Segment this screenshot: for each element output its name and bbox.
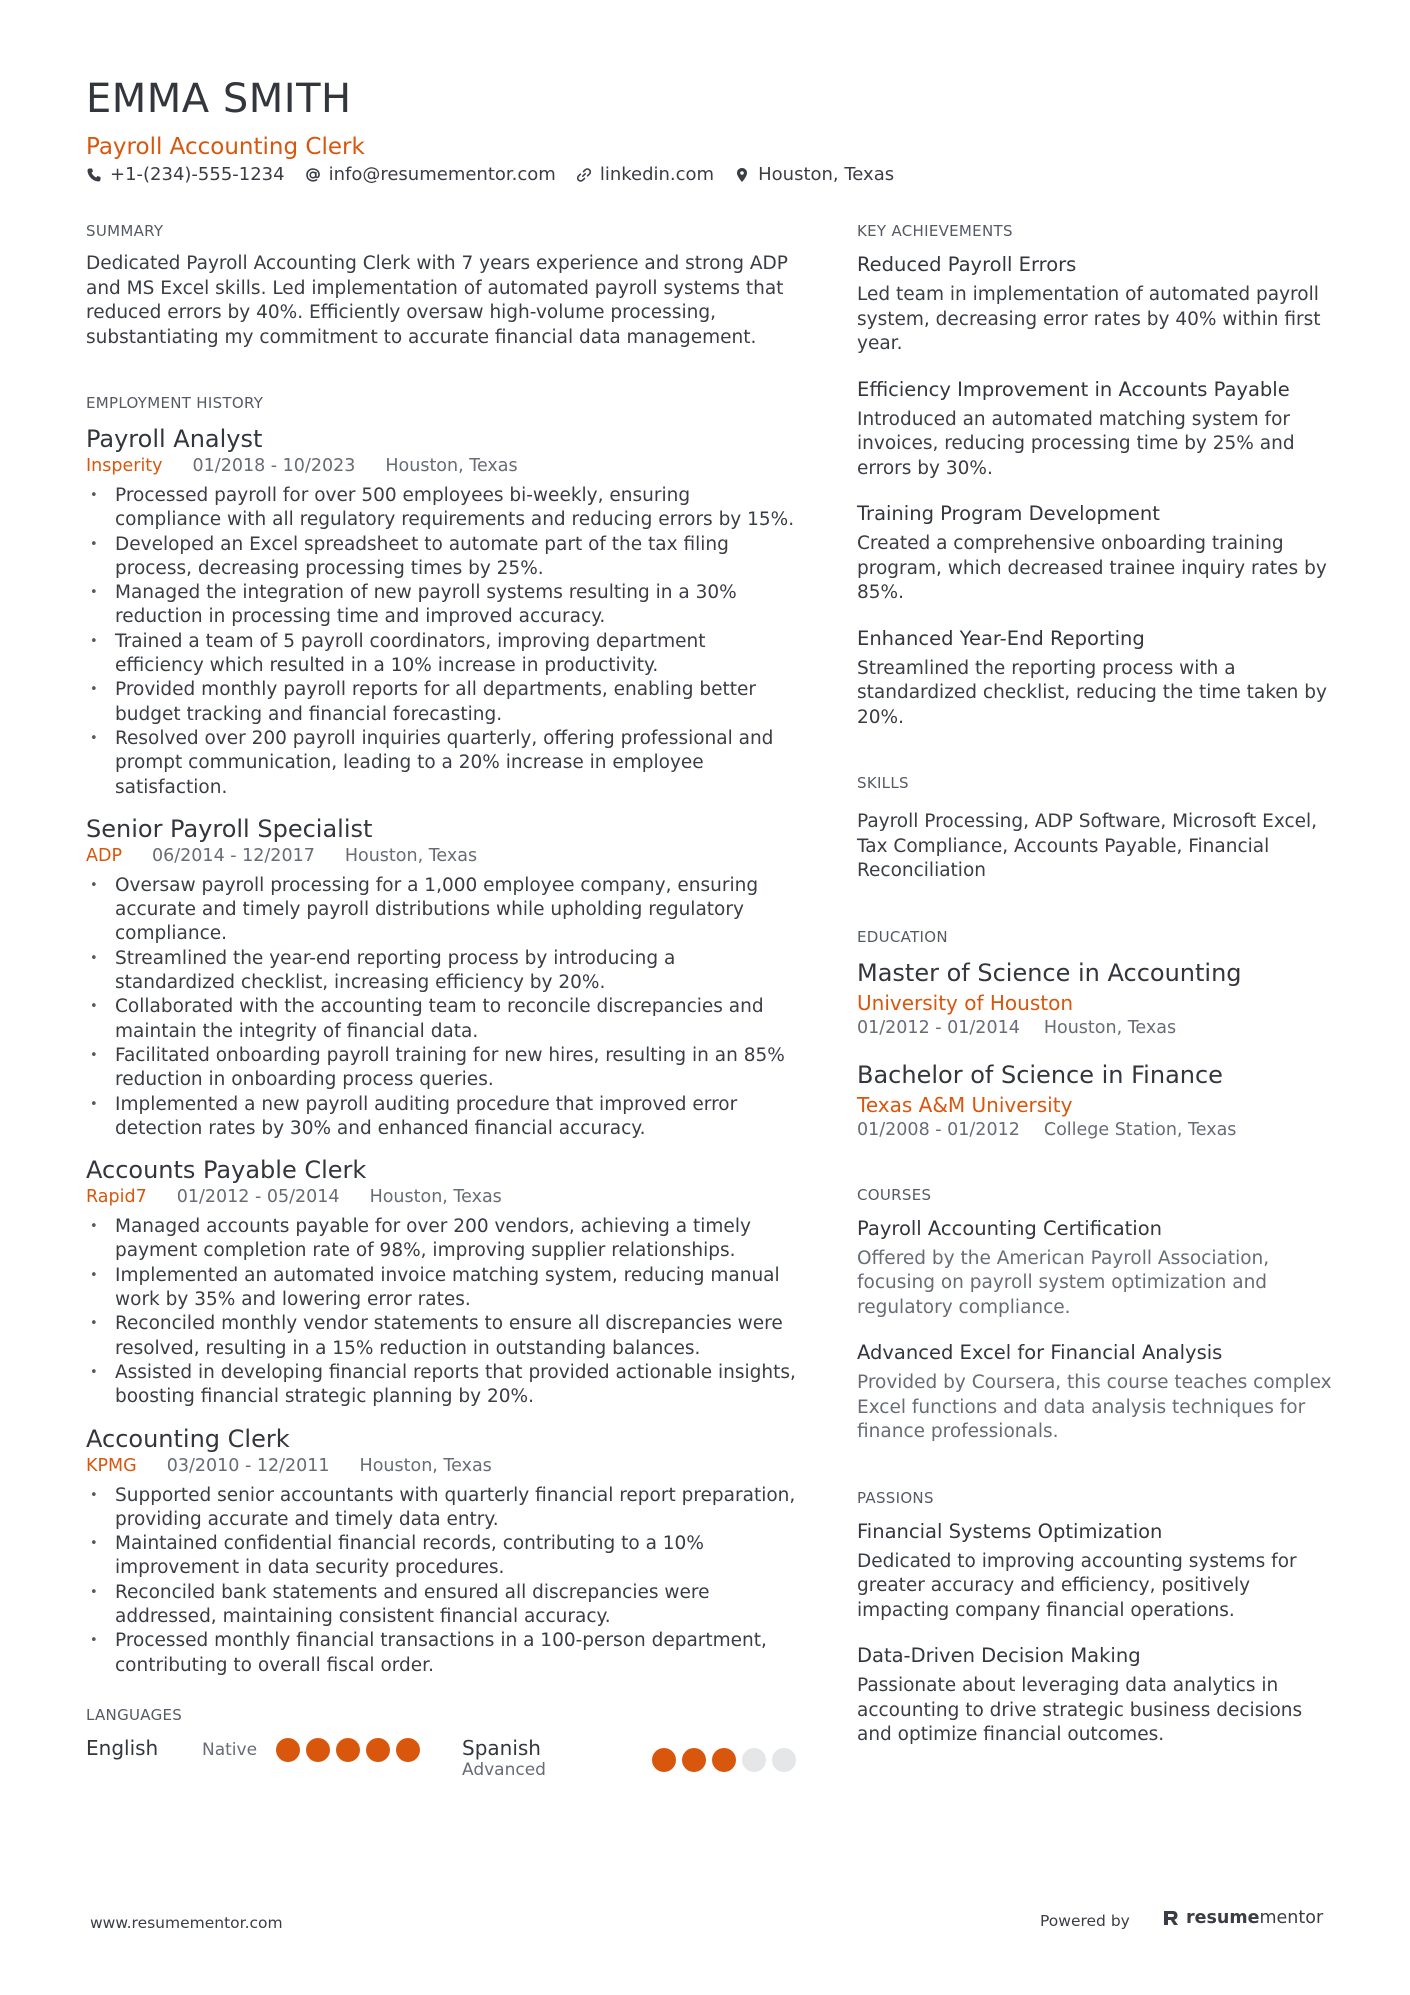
- job-location: Houston, Texas: [344, 845, 478, 866]
- rating-dot-filled: [682, 1748, 706, 1772]
- achievement-title: Enhanced Year-End Reporting: [857, 626, 1145, 650]
- job-bullets: [86, 484, 796, 800]
- courses-heading: COURSES: [857, 1185, 932, 1204]
- phone-icon: [86, 167, 102, 183]
- job-meta: [86, 844, 796, 868]
- job-role: Accounting Clerk: [86, 1424, 290, 1453]
- education-dates: 01/2012 - 01/2014: [857, 1017, 1020, 1038]
- brand-rest: mentor: [1259, 1908, 1324, 1928]
- job-entry: [86, 424, 796, 800]
- resumementor-logo-icon: [1162, 1909, 1180, 1927]
- job-role: Senior Payroll Specialist: [86, 814, 373, 843]
- achievement-item: [857, 377, 1335, 482]
- job-bullet: • Reconciled monthly vendor statements to ensure all discrepancies were resolved, resulting in a 15% reduction in outstanding balances.: [86, 1312, 796, 1361]
- education-heading: EDUCATION: [857, 927, 948, 946]
- left-column: [86, 222, 796, 1796]
- passion-title: Financial Systems Optimization: [857, 1519, 1163, 1543]
- education-meta: [857, 1016, 1335, 1040]
- language-rating-english: [276, 1738, 420, 1762]
- passion-text: Passionate about leveraging data analytics in accounting to drive strategic business decisions and optimize financial outcomes.: [857, 1675, 1303, 1745]
- job-dates: 06/2014 - 12/2017: [152, 845, 315, 866]
- brand-name: [1186, 1908, 1323, 1928]
- job-meta: [86, 1454, 796, 1478]
- job-bullet: • Supported senior accountants with quarterly financial report preparation, providing accurate and timely data entry.: [86, 1484, 796, 1533]
- at-icon: [305, 167, 321, 183]
- job-dates: 03/2010 - 12/2011: [166, 1455, 330, 1476]
- email-address: info@resumementor.com: [328, 164, 556, 185]
- linkedin-link: linkedin.com: [599, 164, 715, 185]
- education-school: Texas A&M University: [857, 1092, 1073, 1117]
- job-location: Houston, Texas: [385, 456, 518, 476]
- contact-phone[interactable]: [86, 164, 285, 185]
- job-bullet: • Oversaw payroll processing for a 1,000 employee company, ensuring accurate and timely payroll distributions while upholding regulatory compliance.: [86, 874, 796, 947]
- footer-website[interactable]: www.resumementor.com: [90, 1914, 283, 1932]
- rating-dot-empty: [742, 1748, 766, 1772]
- rating-dot-filled: [276, 1738, 300, 1762]
- contact-bar: [86, 164, 894, 185]
- passion-item: [857, 1643, 1335, 1748]
- job-bullet: • Collaborated with the accounting team to reconcile discrepancies and maintain the integrity of financial data.: [86, 995, 796, 1044]
- rating-dot-filled: [306, 1738, 330, 1762]
- languages-list: [86, 1736, 796, 1796]
- rating-dot-filled: [652, 1748, 676, 1772]
- phone-number: +1-(234)-555-1234: [110, 164, 285, 185]
- skills-heading: SKILLS: [857, 774, 909, 792]
- job-bullet: • Trained a team of 5 payroll coordinators, improving department efficiency which resulted in a 10% increase in productivity.: [86, 630, 796, 679]
- course-text: Offered by the American Payroll Association, focusing on payroll system optimization and regulatory compliance.: [857, 1247, 1270, 1318]
- achievement-text: Created a comprehensive onboarding training program, which decreased trainee inquiry rates by 85%.: [857, 533, 1327, 603]
- job-bullet: • Developed an Excel spreadsheet to automate part of the tax filing process, decreasing processing times by 25%.: [86, 533, 796, 582]
- job-bullets: [86, 874, 796, 1141]
- job-bullet: • Resolved over 200 payroll inquiries quarterly, offering professional and prompt communication, leading to a 20% increase in employee satisfaction.: [86, 727, 796, 800]
- job-bullet: • Maintained confidential financial records, contributing to a 10% improvement in data security procedures.: [86, 1532, 796, 1581]
- language-spanish: [462, 1736, 546, 1780]
- language-name: Spanish: [462, 1735, 541, 1760]
- job-bullet: • Reconciled bank statements and ensured all discrepancies were addressed, maintaining consistent financial accuracy.: [86, 1581, 796, 1630]
- contact-email[interactable]: [305, 164, 556, 185]
- job-bullet: • Processed monthly financial transactions in a 100-person department, contributing to overall fiscal order.: [86, 1629, 796, 1678]
- achievement-title: Efficiency Improvement in Accounts Payable: [857, 377, 1290, 401]
- job-bullet: • Provided monthly payroll reports for all departments, enabling better budget tracking and financial forecasting.: [86, 678, 796, 727]
- language-level: Advanced: [462, 1759, 546, 1780]
- achievement-text: Streamlined the reporting process with a standardized checklist, reducing the time taken by 20%.: [857, 657, 1327, 728]
- job-bullet: • Managed the integration of new payroll systems resulting in a 30% reduction in processing time and improved accuracy.: [86, 581, 796, 630]
- job-dates: 01/2018 - 10/2023: [192, 456, 356, 476]
- footer-powered-by: Powered by: [1040, 1912, 1130, 1930]
- job-bullets: [86, 1215, 796, 1409]
- achievement-title: Reduced Payroll Errors: [857, 253, 1077, 276]
- job-bullet: • Processed payroll for over 500 employees bi-weekly, ensuring compliance with all regulatory requirements and reducing errors by 15%.: [86, 484, 796, 533]
- education-degree: Bachelor of Science in Finance: [857, 1060, 1223, 1089]
- employment-heading: EMPLOYMENT HISTORY: [86, 394, 264, 412]
- education-location: College Station, Texas: [1043, 1119, 1237, 1140]
- summary-text: Dedicated Payroll Accounting Clerk with 7 years experience and strong ADP and MS Excel skills. Led implementation of automated payroll systems that reduced errors by 40%. Efficiently oversaw high-volume processing, substantiating my commitment to accurate financial data management.: [86, 253, 788, 348]
- course-title: Payroll Accounting Certification: [857, 1216, 1163, 1240]
- job-company: Insperity: [86, 456, 163, 476]
- education-meta: [857, 1118, 1335, 1142]
- job-bullet: • Streamlined the year-end reporting process by introducing a standardized checklist, increasing efficiency by 20%.: [86, 947, 796, 996]
- passion-title: Data-Driven Decision Making: [857, 1644, 1141, 1667]
- job-meta: [86, 454, 796, 478]
- summary-heading: SUMMARY: [86, 222, 164, 240]
- education-item: [857, 1060, 1335, 1142]
- course-title: Advanced Excel for Financial Analysis: [857, 1341, 1223, 1364]
- contact-location: [734, 164, 894, 185]
- education-location: Houston, Texas: [1043, 1017, 1177, 1038]
- rating-dot-filled: [712, 1748, 736, 1772]
- job-entry: [86, 1155, 796, 1409]
- achievement-text: Introduced an automated matching system for invoices, reducing processing time by 25% and errors by 30%.: [857, 408, 1295, 479]
- link-icon: [576, 167, 592, 183]
- job-meta: [86, 1185, 796, 1209]
- rating-dot-filled: [336, 1738, 360, 1762]
- footer-brand-logo[interactable]: [1162, 1908, 1323, 1928]
- achievement-title: Training Program Development: [857, 502, 1160, 525]
- education-item: [857, 958, 1335, 1040]
- contact-linkedin[interactable]: [576, 164, 714, 185]
- rating-dot-filled: [366, 1738, 390, 1762]
- right-column: [857, 222, 1335, 1768]
- language-rating-spanish: [652, 1748, 796, 1772]
- job-bullet: • Implemented an automated invoice matching system, reducing manual work by 35% and lowering error rates.: [86, 1264, 796, 1313]
- languages-heading: LANGUAGES: [86, 1705, 183, 1724]
- job-entry: [86, 814, 796, 1141]
- course-text: Provided by Coursera, this course teaches complex Excel functions and data analysis techniques for finance professionals.: [857, 1372, 1332, 1442]
- job-company: ADP: [86, 845, 122, 866]
- job-company: Rapid7: [86, 1187, 147, 1208]
- education-dates: 01/2008 - 01/2012: [857, 1119, 1020, 1140]
- achievement-item: [857, 252, 1335, 357]
- location-pin-icon: [734, 167, 750, 183]
- location-text: Houston, Texas: [758, 164, 895, 185]
- achievements-heading: KEY ACHIEVEMENTS: [857, 222, 1013, 240]
- language-level-english: [202, 1740, 257, 1760]
- brand-bold: resume: [1186, 1908, 1260, 1928]
- job-bullet: • Facilitated onboarding payroll training for new hires, resulting in an 85% reduction in onboarding process queries.: [86, 1044, 796, 1093]
- rating-dot-filled: [396, 1738, 420, 1762]
- course-item: [857, 1216, 1335, 1321]
- job-dates: 01/2012 - 05/2014: [176, 1187, 340, 1208]
- course-item: [857, 1340, 1335, 1445]
- candidate-title: Payroll Accounting Clerk: [86, 134, 365, 160]
- job-bullet: • Managed accounts payable for over 200 vendors, achieving a timely payment completion rate of 98%, improving supplier relationships.: [86, 1215, 796, 1264]
- passion-text: Dedicated to improving accounting systems for greater accuracy and efficiency, positively impacting company financial operations.: [857, 1550, 1297, 1621]
- job-entry: [86, 1424, 796, 1678]
- job-role: Payroll Analyst: [86, 425, 263, 453]
- skills-text: Payroll Processing, ADP Software, Microsoft Excel, Tax Compliance, Accounts Payable, Financial Reconciliation: [857, 811, 1318, 881]
- language-english: [86, 1736, 158, 1760]
- job-bullet: • Implemented a new payroll auditing procedure that improved error detection rates by 30% and enhanced financial accuracy.: [86, 1093, 796, 1142]
- achievement-text: Led team in implementation of automated payroll system, decreasing error rates by 40% within first year.: [857, 284, 1321, 354]
- passions-heading: PASSIONS: [857, 1488, 934, 1507]
- job-location: Houston, Texas: [369, 1187, 502, 1208]
- rating-dot-empty: [772, 1748, 796, 1772]
- job-company: KPMG: [86, 1455, 137, 1476]
- language-name: English: [86, 1735, 159, 1760]
- candidate-name: EMMA SMITH: [86, 76, 352, 122]
- job-location: Houston, Texas: [359, 1455, 492, 1476]
- education-degree: Master of Science in Accounting: [857, 958, 1242, 987]
- job-bullet: • Assisted in developing financial reports that provided actionable insights, boosting financial strategic planning by 20%.: [86, 1361, 796, 1410]
- achievement-item: [857, 626, 1335, 731]
- job-role: Accounts Payable Clerk: [86, 1156, 367, 1185]
- job-bullets: [86, 1484, 796, 1678]
- language-level: Native: [202, 1739, 258, 1760]
- achievement-item: [857, 501, 1335, 606]
- passion-item: [857, 1519, 1335, 1624]
- education-school: University of Houston: [857, 990, 1074, 1015]
